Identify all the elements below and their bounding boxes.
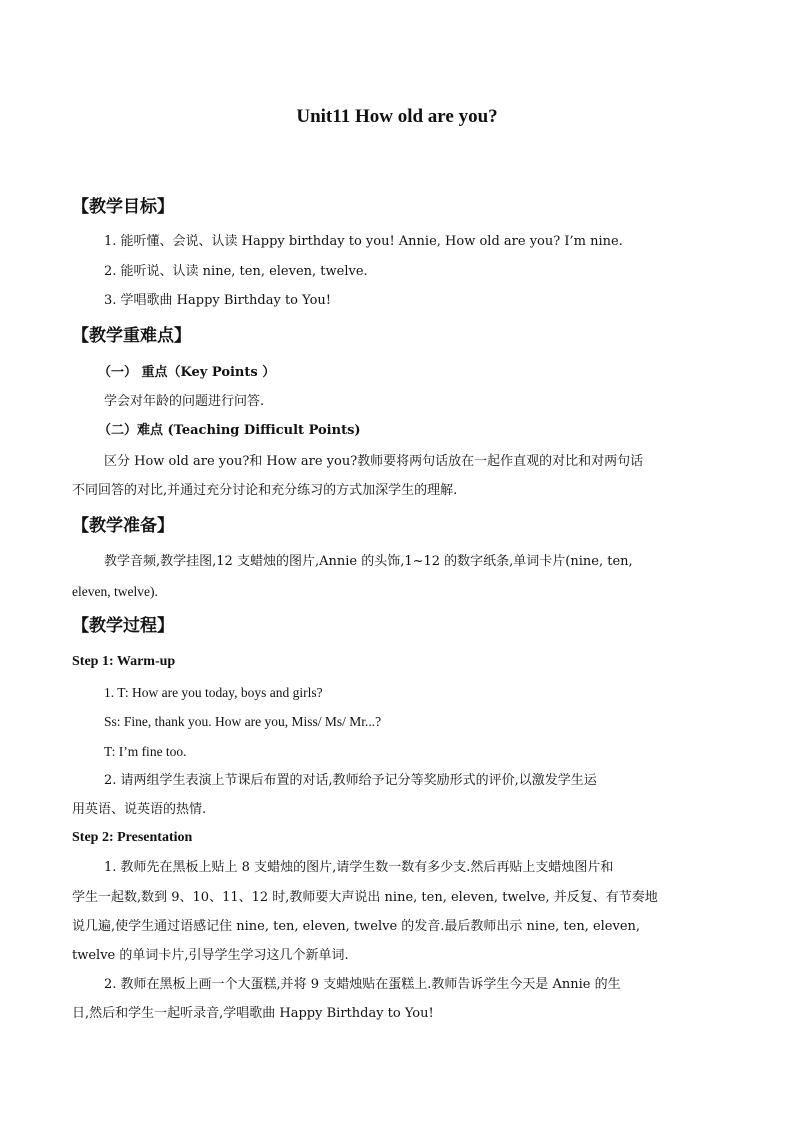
objective-item-1: 1. 能听懂、会说、认读 Happy birthday to you! Annie, How old are you? I’m nine. [104, 234, 623, 249]
heading-objectives: 【教学目标】 [72, 197, 174, 217]
heading-preparation: 【教学准备】 [72, 516, 174, 536]
preparation-text-2: eleven, twelve). [72, 584, 158, 599]
objective-item-2: 2. 能听说、认读 nine, ten, eleven, twelve. [104, 264, 368, 279]
page-title: Unit11 How old are you? [296, 106, 498, 127]
key-point-text: 学会对年龄的问题进行问答. [104, 394, 265, 409]
preparation-text-1: 教学音频,教学挂图,12 支蜡烛的图片,Annie 的头饰,1~12 的数字纸条,单词卡片(nine, ten, [104, 554, 633, 569]
step1-line-5: 用英语、说英语的热情. [72, 802, 207, 817]
step2-line-2: 学生一起数,数到 9、10、11、12 时,教师要大声说出 nine, ten, eleven, twelve, 并反复、有节奏地 [72, 890, 658, 905]
step2-line-5: 2. 教师在黑板上画一个大蛋糕,并将 9 支蜡烛贴在蛋糕上.教师告诉学生今天是 Annie 的生 [104, 977, 621, 992]
objective-item-3: 3. 学唱歌曲 Happy Birthday to You! [104, 293, 332, 308]
difficult-point-text-2: 不同回答的对比,并通过充分讨论和充分练习的方式加深学生的理解. [72, 483, 458, 498]
difficult-point-text-1: 区分 How old are you?和 How are you?教师要将两句话放在一起作直观的对比和对两句话 [104, 454, 644, 469]
difficult-point-subheading: （二）难点 (Teaching Difficult Points) [98, 423, 361, 438]
step2-line-3: 说几遍,使学生通过语感记住 nine, ten, eleven, twelve 的发音.最后教师出示 nine, ten, eleven, [72, 919, 641, 934]
step1-line-1: 1. T: How are you today, boys and girls? [104, 685, 323, 700]
step2-line-6: 日,然后和学生一起听录音,学唱歌曲 Happy Birthday to You! [72, 1006, 434, 1021]
step2-title: Step 2: Presentation [72, 830, 193, 845]
step1-line-4: 2. 请两组学生表演上节课后布置的对话,教师给予记分等奖励形式的评价,以激发学生运 [104, 773, 597, 788]
step1-title: Step 1: Warm-up [72, 654, 176, 669]
step2-line-4: twelve 的单词卡片,引导学生学习这几个新单词. [72, 948, 349, 963]
heading-key-points: 【教学重难点】 [72, 326, 191, 346]
step1-line-2: Ss: Fine, thank you. How are you, Miss/ Ms/ Mr...? [104, 714, 382, 729]
step2-line-1: 1. 教师先在黑板上贴上 8 支蜡烛的图片,请学生数一数有多少支.然后再贴上支蜡烛图片和 [104, 860, 614, 875]
heading-process: 【教学过程】 [72, 616, 174, 636]
step1-line-3: T: I’m fine too. [104, 744, 187, 759]
key-point-subheading: （一） 重点（Key Points ） [98, 365, 276, 380]
